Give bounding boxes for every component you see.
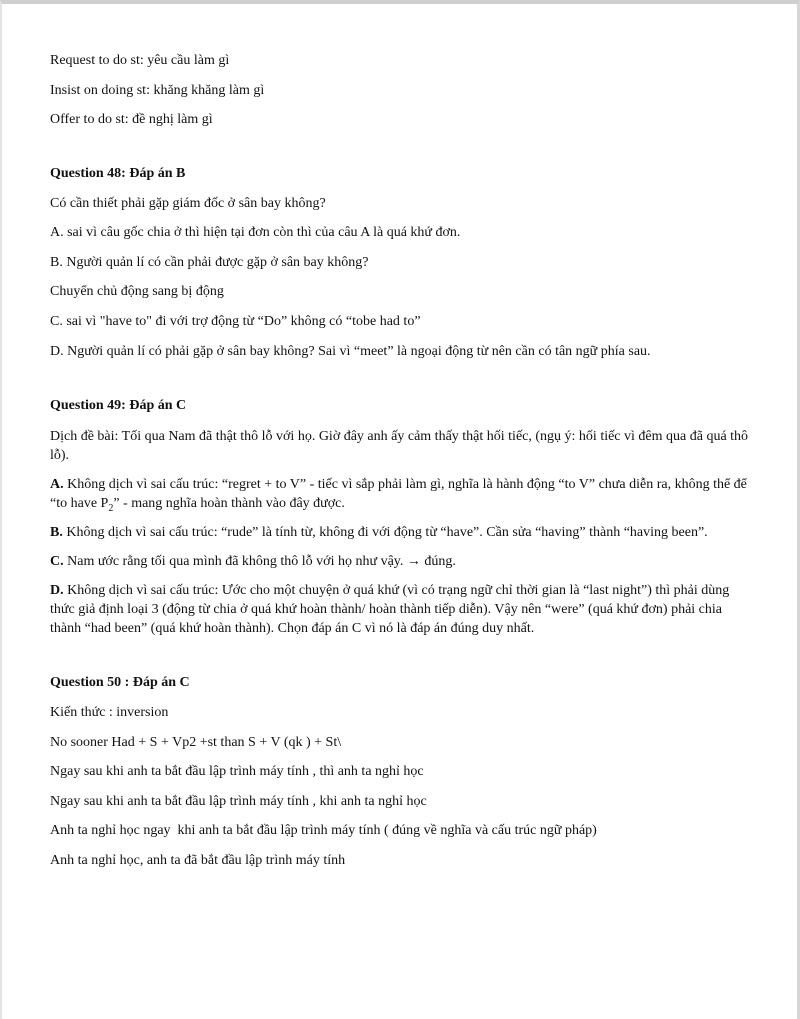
question-50-heading: Question 50 : Đáp án C [50, 675, 190, 690]
q48-line: C. sai vì "have to" đi với trợ động từ “Do” không có “tobe had to” [50, 313, 421, 329]
q49-option-b [50, 523, 750, 542]
q50-line: Anh ta nghỉ học ngay khi anh ta bắt đầu lập trình máy tính ( đúng về nghĩa và cấu trúc ngữ pháp) [50, 823, 597, 838]
vocab-line: Insist on doing st: khăng khăng làm gì [50, 82, 265, 98]
option-d-text: Không dịch vì sai cấu trúc: Ước cho một chuyện ở quá khứ (vì có trạng ngữ chỉ thời gian là “last night”) thì phải dùng thức giả định loại 3 (động từ chia ở quá khứ hoàn thành/ hoàn thành tiếp diễn). Vậy nên “were” (quá khứ đơn) phải chia thành “had been” (quá khứ hoàn thành). Chọn đáp án C vì nó là đáp án đúng duy nhất. [50, 583, 730, 636]
question-49-heading: Question 49: Đáp án C [50, 398, 187, 413]
q48-line: B. Người quản lí có cần phải được gặp ở sân bay không? [50, 254, 369, 270]
q49-option-d [50, 581, 750, 638]
q49-option-c [50, 552, 750, 571]
option-b-text: Không dịch vì sai cấu trúc: “rude” là tính từ, không đi với động từ “have”. Cần sửa “having” thành “having been”. [62, 525, 708, 540]
option-c-text: Nam ước rằng tối qua mình đã không thô lỗ với họ như vậy. → đúng. [63, 554, 456, 569]
q50-line: Ngay sau khi anh ta bắt đầu lập trình máy tính , thì anh ta nghỉ học [50, 764, 424, 779]
q49-option-a [50, 475, 750, 513]
q49-intro: Dịch đề bài: Tối qua Nam đã thật thô lỗ với họ. Giờ đây anh ấy cảm thấy thật hối tiếc, (ngụ ý: hối tiếc vì đêm qua đã quá thô lỗ). [50, 429, 749, 463]
option-a-text-1: Không dịch vì sai cấu trúc: “regret + to V” - tiếc vì sắp phải làm gì, nghĩa là hành động “to V” chưa diễn ra, không thể để “to have P [50, 477, 747, 511]
q48-line: Chuyển chủ động sang bị động [50, 284, 224, 299]
question-48-heading: Question 48: Đáp án B [50, 165, 186, 181]
option-b-label: B. [50, 525, 63, 540]
q48-line: D. Người quản lí có phải gặp ở sân bay không? Sai vì “meet” là ngoại động từ nên cần có tân ngữ phía sau. [50, 344, 651, 359]
vocab-line: Request to do st: yêu cầu làm gì [50, 53, 230, 68]
q50-line: Kiến thức : inversion [50, 705, 169, 720]
vocab-line: Offer to do st: đề nghị làm gì [50, 112, 213, 127]
option-a-text-2: ” - mang nghĩa hoàn thành vào đây được. [113, 496, 345, 511]
option-d-label: D. [50, 583, 64, 598]
option-a-subscript: 2 [108, 502, 114, 514]
q50-line: Anh ta nghỉ học, anh ta đã bắt đầu lập trình máy tính [50, 852, 346, 868]
q50-line: Ngay sau khi anh ta bắt đầu lập trình máy tính , khi anh ta nghỉ học [50, 793, 427, 809]
q48-line: Có cần thiết phải gặp giám đốc ở sân bay không? [50, 195, 326, 211]
document-content [50, 52, 750, 881]
q50-line: No sooner Had + S + Vp2 +st than S + V (qk ) + St\ [50, 734, 342, 750]
q48-line: A. sai vì câu gốc chia ở thì hiện tại đơn còn thì của câu A là quá khứ đơn. [50, 225, 461, 240]
option-c-label: C. [50, 554, 64, 569]
option-a-label: A. [50, 477, 64, 492]
